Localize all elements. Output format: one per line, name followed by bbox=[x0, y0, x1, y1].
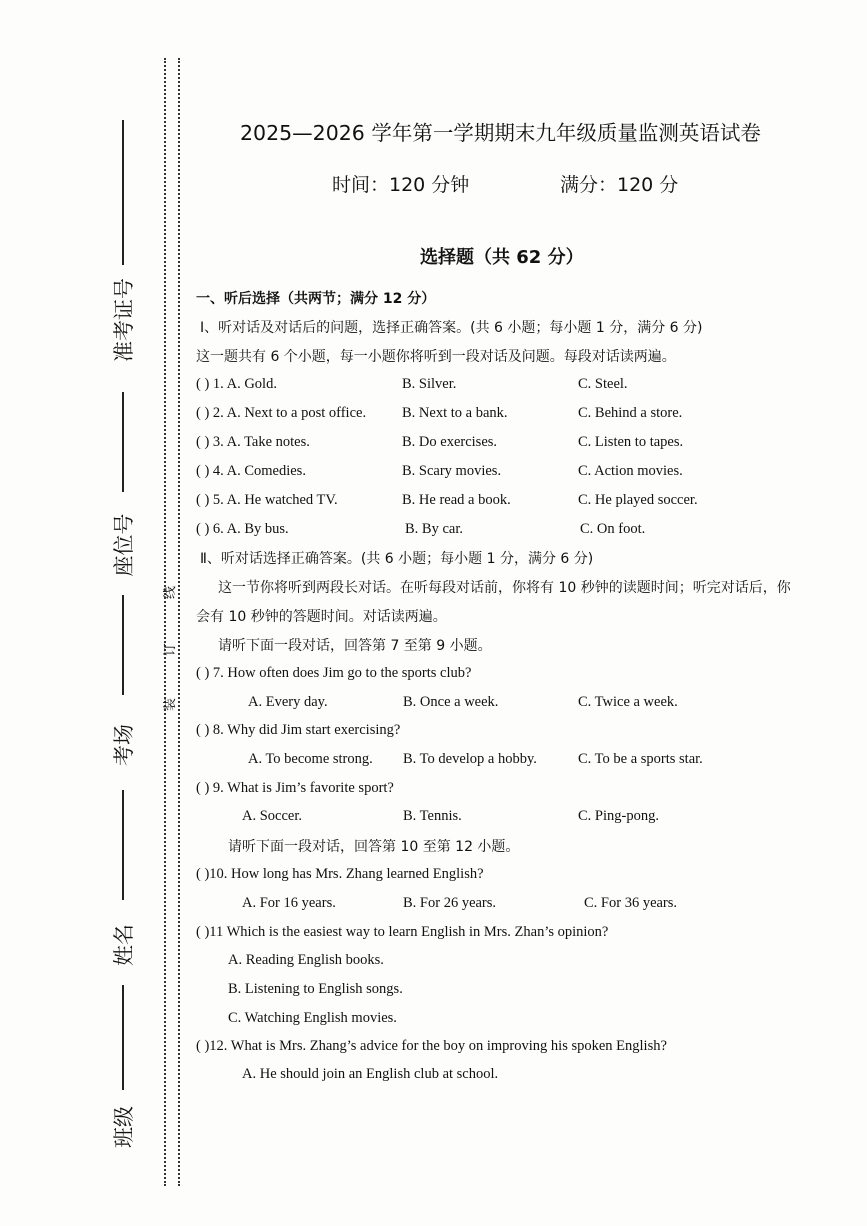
q10-stem[interactable]: ( )10. How long has Mrs. Zhang learned English? bbox=[196, 866, 484, 882]
q5-stem[interactable]: ( ) 5. A. He watched TV. bbox=[196, 492, 338, 508]
q8-option-a: A. To become strong. bbox=[248, 751, 373, 767]
q6-option-b: B. By car. bbox=[405, 521, 463, 537]
section-title: 选择题（共 62 分） bbox=[420, 247, 584, 268]
q7-option-a: A. Every day. bbox=[248, 694, 328, 710]
q1-stem[interactable]: ( ) 1. A. Gold. bbox=[196, 376, 277, 392]
q4-option-b: B. Scary movies. bbox=[402, 463, 502, 479]
q6-option-c: C. On foot. bbox=[580, 521, 646, 537]
q3-stem[interactable]: ( ) 3. A. Take notes. bbox=[196, 434, 310, 450]
q10-option-c: C. For 36 years. bbox=[584, 895, 678, 911]
ticket-number-label: 准考证号 bbox=[112, 278, 136, 362]
q11-option-c: C. Watching English movies. bbox=[228, 1010, 397, 1026]
q8-option-b: B. To develop a hobby. bbox=[403, 751, 537, 767]
exam-room-label: 考场 bbox=[112, 724, 136, 766]
exam-room-line[interactable] bbox=[122, 595, 124, 695]
q10-option-b: B. For 26 years. bbox=[403, 895, 497, 911]
sub2-heading: Ⅱ、听对话选择正确答案。(共 6 小题；每小题 1 分，满分 6 分) bbox=[200, 551, 594, 567]
sub1-note: 这一题共有 6 个小题，每一小题你将听到一段对话及问题。每段对话读两遍。 bbox=[196, 349, 676, 365]
sub2-note-line2: 会有 10 秒钟的答题时间。对话读两遍。 bbox=[196, 609, 447, 625]
q9-option-b: B. Tennis. bbox=[403, 808, 462, 824]
exam-title: 2025—2026 学年第一学期期末九年级质量监测英语试卷 bbox=[240, 121, 761, 145]
q12-option-a: A. He should join an English club at school. bbox=[242, 1066, 499, 1082]
seal-char-2: 订 bbox=[163, 642, 179, 657]
q10-option-a: A. For 16 years. bbox=[242, 895, 336, 911]
q8-option-c: C. To be a sports star. bbox=[578, 751, 703, 767]
q9-stem[interactable]: ( ) 9. What is Jim’s favorite sport? bbox=[196, 780, 394, 796]
q2-stem[interactable]: ( ) 2. A. Next to a post office. bbox=[196, 405, 367, 421]
class-line[interactable] bbox=[122, 985, 124, 1090]
binding-dotted-line-right bbox=[178, 58, 180, 1186]
q2-option-c: C. Behind a store. bbox=[578, 405, 683, 421]
q11-option-b: B. Listening to English songs. bbox=[228, 981, 403, 997]
q7-option-c: C. Twice a week. bbox=[578, 694, 678, 710]
q3-option-b: B. Do exercises. bbox=[402, 434, 498, 450]
q11-stem[interactable]: ( )11 Which is the easiest way to learn English in Mrs. Zhan’s opinion? bbox=[196, 924, 609, 940]
exam-full-score: 满分：120 分 bbox=[560, 174, 679, 196]
dialog2-intro: 请听下面一段对话，回答第 10 至第 12 小题。 bbox=[228, 839, 520, 855]
q11-option-a: A. Reading English books. bbox=[228, 952, 384, 968]
sub2-note-line1: 这一节你将听到两段长对话。在听每段对话前，你将有 10 秒钟的读题时间；听完对话后，你 bbox=[218, 580, 791, 596]
q12-stem[interactable]: ( )12. What is Mrs. Zhang’s advice for the boy on improving his spoken English? bbox=[196, 1038, 667, 1054]
q9-option-a: A. Soccer. bbox=[242, 808, 302, 824]
q8-stem[interactable]: ( ) 8. Why did Jim start exercising? bbox=[196, 722, 401, 738]
seal-char-1: 线 bbox=[163, 585, 179, 600]
q3-option-c: C. Listen to tapes. bbox=[578, 434, 684, 450]
seal-char-3: 装 bbox=[163, 697, 179, 712]
class-label: 班级 bbox=[112, 1106, 136, 1148]
name-label: 姓名 bbox=[112, 924, 136, 966]
q6-stem[interactable]: ( ) 6. A. By bus. bbox=[196, 521, 289, 537]
q9-option-c: C. Ping-pong. bbox=[578, 808, 659, 824]
q7-stem[interactable]: ( ) 7. How often does Jim go to the sports club? bbox=[196, 665, 472, 681]
q1-option-b: B. Silver. bbox=[402, 376, 457, 392]
sub1-heading: Ⅰ、听对话及对话后的问题，选择正确答案。(共 6 小题；每小题 1 分，满分 6 分) bbox=[200, 320, 703, 336]
binding-dotted-line-left bbox=[164, 58, 166, 1186]
q7-option-b: B. Once a week. bbox=[403, 694, 499, 710]
seat-number-label: 座位号 bbox=[112, 513, 136, 577]
exam-time: 时间：120 分钟 bbox=[332, 174, 470, 196]
q4-stem[interactable]: ( ) 4. A. Comedies. bbox=[196, 463, 306, 479]
part1-heading: 一、听后选择（共两节；满分 12 分） bbox=[196, 291, 436, 307]
q4-option-c: C. Action movies. bbox=[578, 463, 683, 479]
dialog1-intro: 请听下面一段对话，回答第 7 至第 9 小题。 bbox=[218, 638, 492, 654]
ticket-number-line[interactable] bbox=[122, 120, 124, 265]
q1-option-c: C. Steel. bbox=[578, 376, 628, 392]
seat-number-line[interactable] bbox=[122, 392, 124, 492]
q5-option-c: C. He played soccer. bbox=[578, 492, 698, 508]
name-line[interactable] bbox=[122, 790, 124, 900]
q2-option-b: B. Next to a bank. bbox=[402, 405, 508, 421]
q5-option-b: B. He read a book. bbox=[402, 492, 511, 508]
